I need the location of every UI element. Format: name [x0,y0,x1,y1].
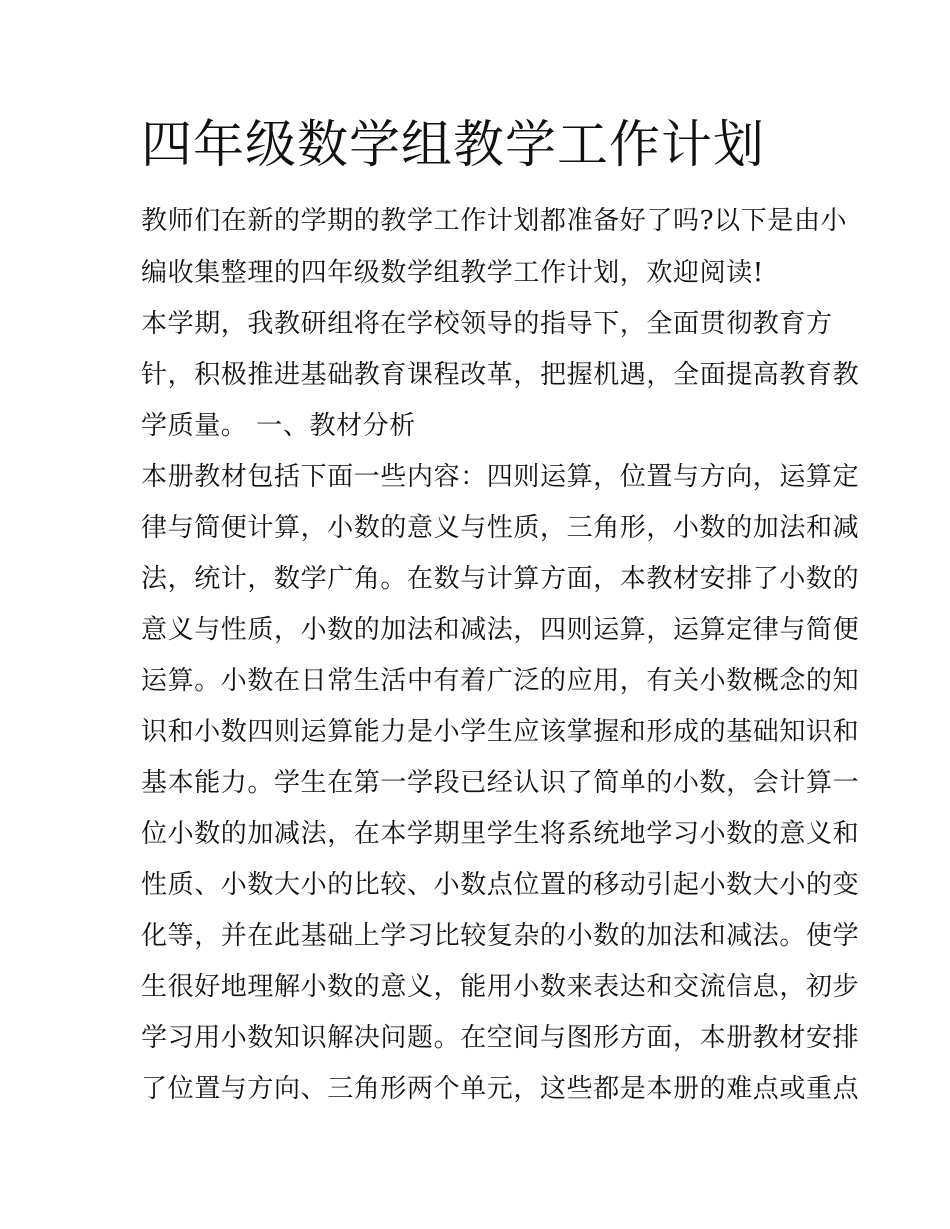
text-line-18: 了位置与方向、三角形两个单元，这些都是本册的难点或重点 [141,1074,860,1104]
text-line-12: 基本能力。学生在第一学段已经认识了简单的小数，会计算一 [141,768,860,798]
text-line-4: 针，积极推进基础教育课程改革，把握机遇，全面提高教育教 [141,360,860,390]
text-line-17: 学习用小数知识解决问题。在空间与图形方面，本册教材安排 [141,1023,860,1053]
text-line-5: 学质量。 一、教材分析 [141,411,416,441]
text-line-14: 性质、小数大小的比较、小数点位置的移动引起小数大小的变 [141,870,860,900]
text-line-10: 运算。小数在日常生活中有着广泛的应用，有关小数概念的知 [141,666,860,696]
text-line-3: 本学期，我教研组将在学校领导的指导下，全面贯彻教育方 [141,309,833,339]
text-line-13: 位小数的加减法，在本学期里学生将系统地学习小数的意义和 [141,819,860,849]
text-line-15: 化等，并在此基础上学习比较复杂的小数的加法和减法。使学 [141,921,860,951]
text-line-7: 律与简便计算，小数的意义与性质，三角形，小数的加法和减 [141,513,860,543]
text-line-11: 识和小数四则运算能力是小学生应该掌握和形成的基础知识和 [141,717,860,747]
text-line-6: 本册教材包括下面一些内容：四则运算，位置与方向，运算定 [141,462,860,492]
text-line-9: 意义与性质，小数的加法和减法，四则运算，运算定律与简便 [141,615,860,645]
text-line-1: 教师们在新的学期的教学工作计划都准备好了吗?以下是由小 [141,206,848,236]
text-line-2: 编收集整理的四年级数学组教学工作计划，欢迎阅读! [141,258,764,288]
document-title: 四年级数学组教学工作计划 [141,116,766,175]
text-line-8: 法，统计，数学广角。在数与计算方面，本教材安排了小数的 [141,564,860,594]
text-line-16: 生很好地理解小数的意义，能用小数来表达和交流信息，初步 [141,972,860,1002]
